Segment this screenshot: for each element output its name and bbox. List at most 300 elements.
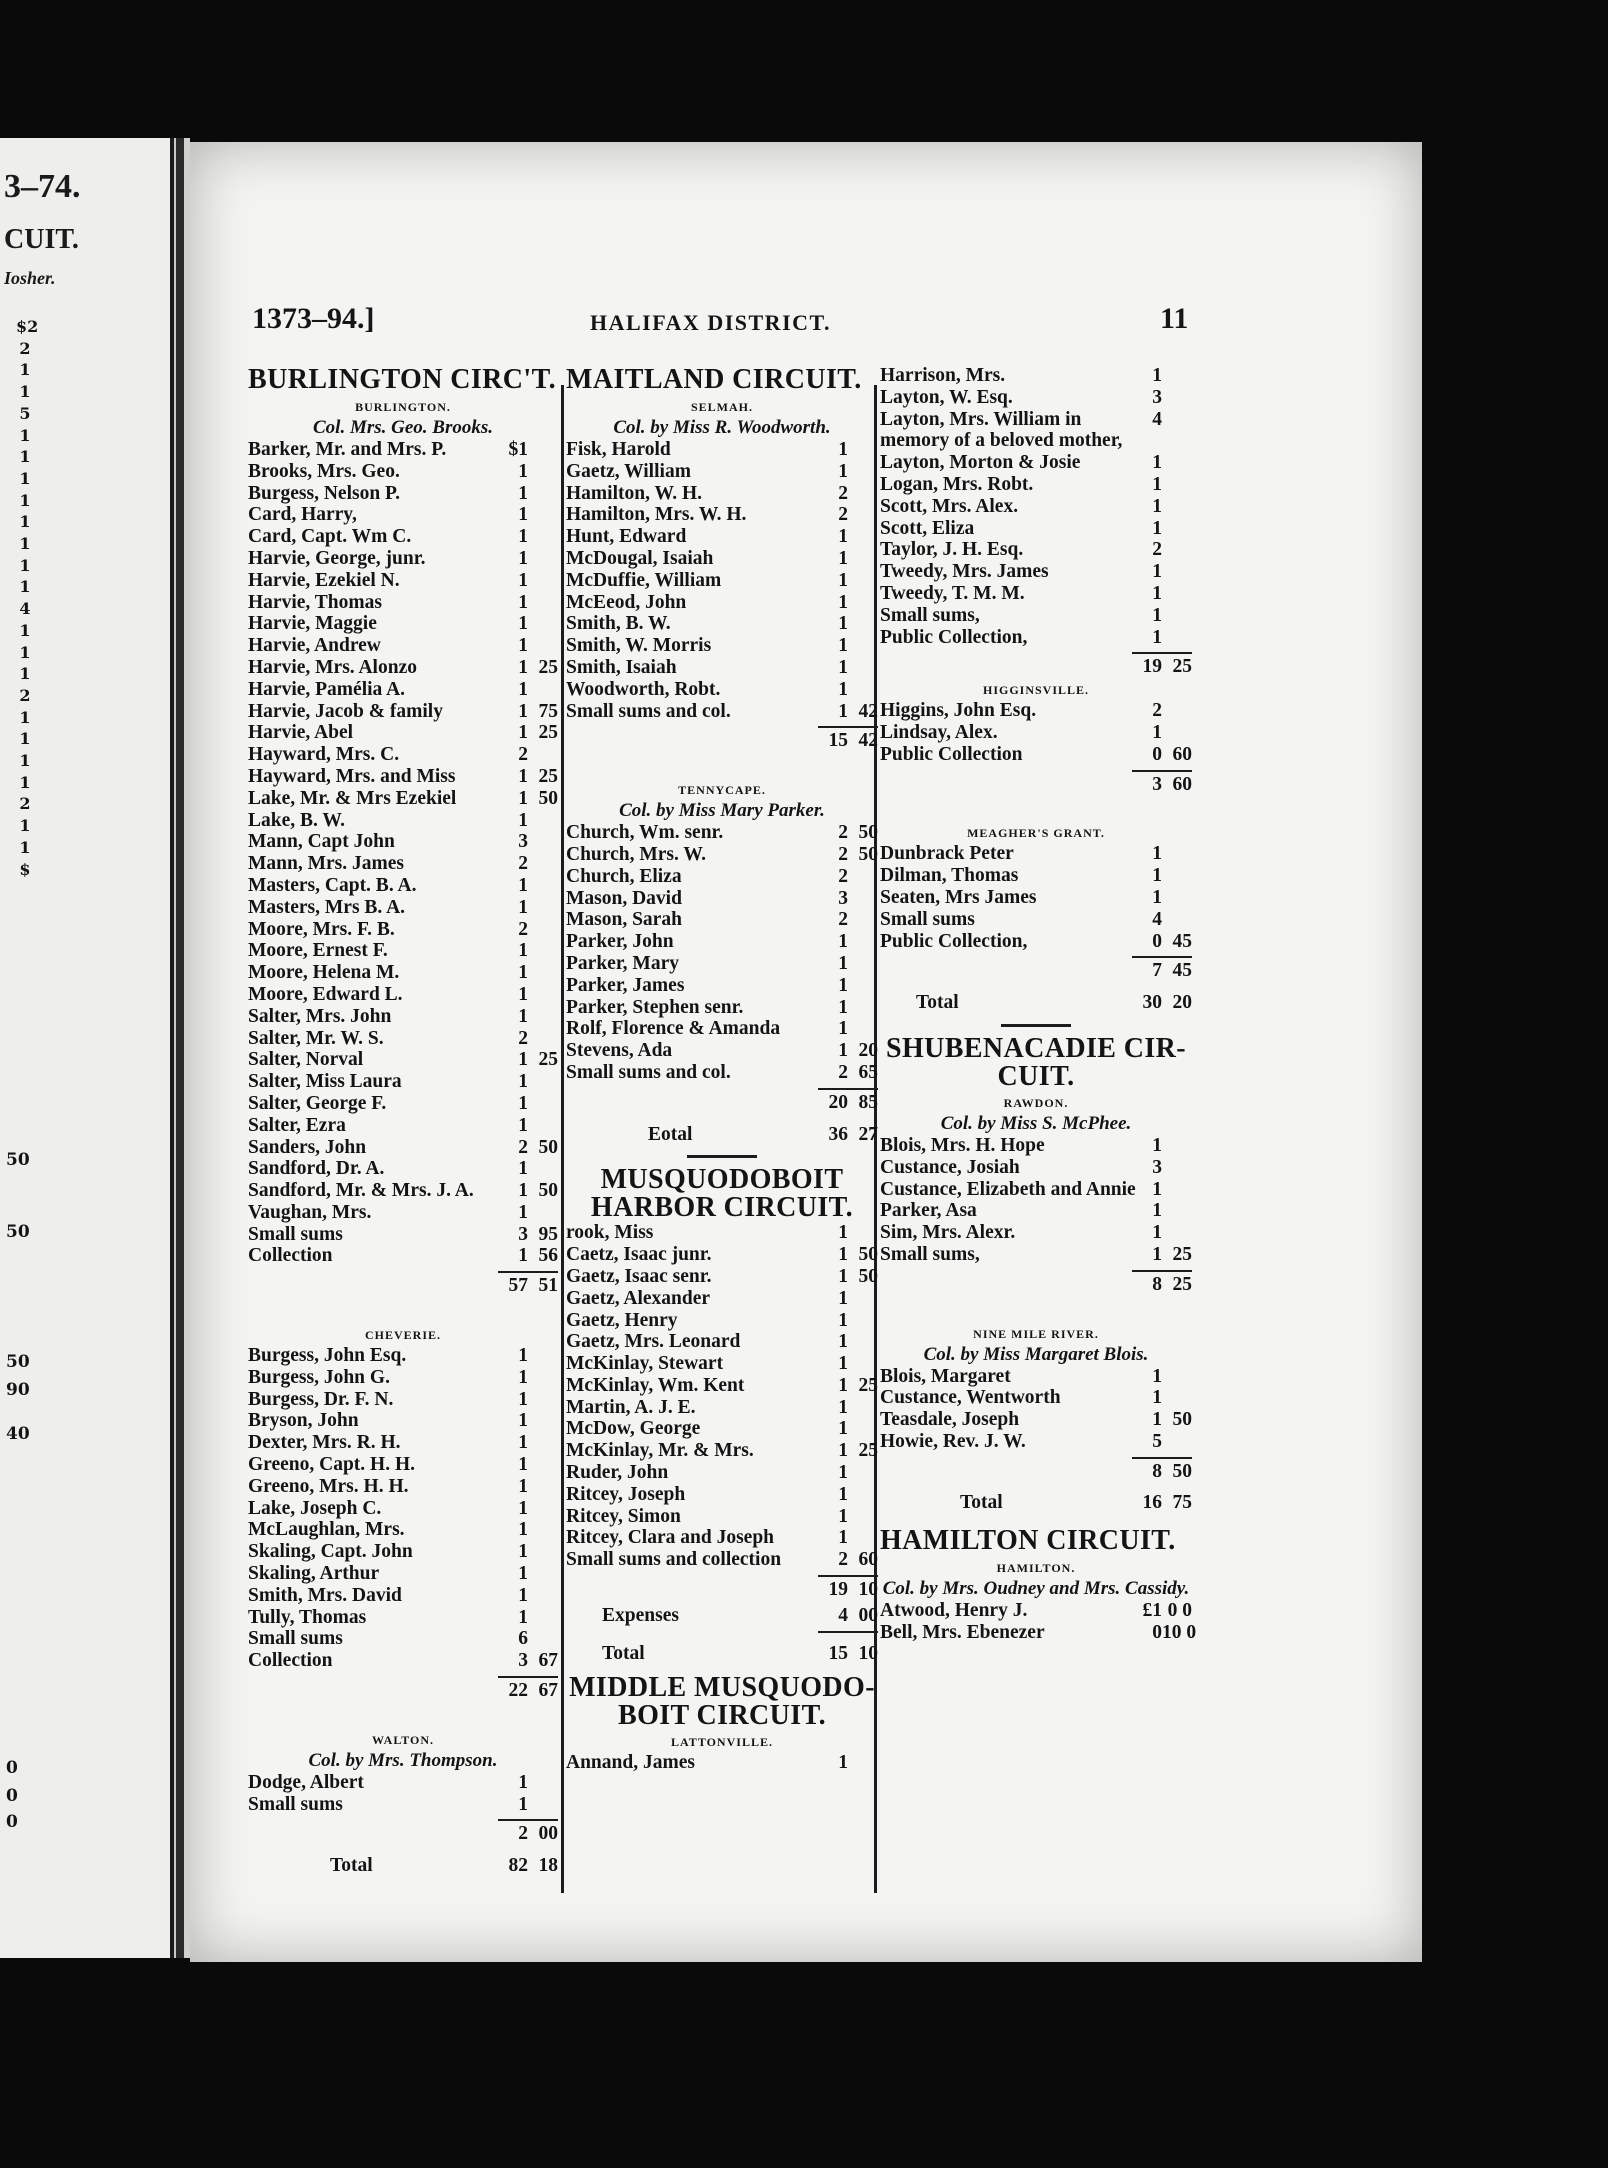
left-page-amount: $2 [16,317,39,336]
total-dollars: 15 [828,1642,848,1664]
entry-name: Parker, James [566,974,685,996]
entry-row [248,1519,558,1541]
entry-cents: 50 [538,1180,558,1202]
entry-row [248,526,558,548]
left-page-heading: 3–74. [4,168,81,205]
left-page-amounts [16,316,39,880]
entry-dollars: 1 [1152,582,1162,604]
entry-list [248,439,558,1267]
entry-dollars: 1 [838,526,848,548]
subtotal-spacer [248,1680,502,1702]
entry-name: Greeno, Capt. H. H. [248,1454,416,1476]
entry-row [566,1353,878,1375]
book-spine [170,138,190,1958]
collector-line: Col. by Mrs. Thompson. [308,1749,498,1771]
entry-dollars: $1 [508,439,528,460]
subtotal-row [880,1461,1192,1483]
entry-dollars: 1 [518,1519,528,1541]
entry-name: Parker, Stephen senr. [566,996,744,1018]
entry-dollars: 1 [518,1793,528,1815]
entry-name: Parker, Mary [566,952,679,974]
entry-row [566,657,878,679]
section-name: CHEVERIE. [364,1328,441,1343]
entry-name: Small sums [248,1793,343,1815]
left-page-amount: 1 [19,577,31,597]
entry-cents: 60 [858,1549,878,1571]
entry-cents: 10 0 [1162,1622,1197,1644]
entry-row [248,1202,558,1224]
entry-name: Salter, Mrs. John [248,1005,392,1027]
entry-cents [528,526,558,548]
circuit-sections [880,1093,1192,1483]
entry-dollars: 1 [1152,1365,1162,1387]
entry-name: Ruder, John [566,1462,669,1484]
entry-cents [528,1476,558,1498]
entry-row [566,461,878,483]
entry-list [566,439,878,722]
entry-dollars: 1 [838,1353,848,1375]
total-cents: 18 [538,1855,558,1877]
subtotal-spacer [248,1823,502,1845]
entry-name: Annand, James [566,1752,695,1774]
entry-dollars: 2 [838,909,848,931]
expenses-label: Expenses [602,1604,679,1626]
entry-cents: 65 [858,1061,878,1083]
district-title: HALIFAX DISTRICT. [590,310,832,335]
entry-dollars: 1 [1152,1178,1162,1200]
left-page-amount: 2 [19,685,31,705]
entry-cents [528,1563,558,1585]
entry-dollars: 1 [518,1771,528,1793]
entry-row [248,1224,558,1246]
subtotal-dollars: 22 [508,1680,528,1702]
total-dollars: 36 [828,1123,848,1145]
entry-cents [848,953,878,975]
entry-row [248,875,558,897]
entry-name: Public Collection, [880,930,1028,952]
entry-cents [848,679,878,701]
entry-row [880,1135,1192,1157]
entry-row [880,1622,1197,1644]
entry-cents [1162,627,1192,649]
entry-name: Teasdale, Joseph [880,1409,1020,1431]
section-name: NINE MILE RIVER. [973,1326,1099,1341]
sum-rule [1132,1270,1192,1272]
entry-name: Card, Harry, [248,504,357,526]
entry-cents [528,613,558,635]
entry-row [248,722,558,744]
entry-cents [528,1498,558,1520]
sum-rule [498,1819,558,1821]
entry-dollars: 1 [1152,1200,1162,1222]
entry-dollars: 2 [518,1136,528,1158]
entry-cents [528,1071,558,1093]
column-maitland [566,365,878,1774]
entry-cents: 0 0 [1167,1600,1192,1622]
entry-name: Lake, Mr. & Mrs Ezekiel [248,787,457,809]
entry-name: Collection [248,1245,333,1267]
entry-row [248,962,558,984]
entry-row [248,1367,558,1389]
column-rule [561,385,564,1893]
subtotal-dollars: 2 [518,1823,528,1845]
subtotal-cents: 25 [1172,656,1192,678]
entry-cents [528,1519,558,1541]
entry-dollars: 1 [838,656,848,678]
entry-dollars: 1 [518,526,528,548]
entry-row [880,539,1192,561]
left-page-amount: 1 [19,468,31,488]
entry-cents [848,570,878,592]
page-number: 11 [1160,302,1189,335]
entry-name: Taylor, J. H. Esq. [880,539,1024,561]
left-page-amount: 40 [6,1424,30,1444]
entry-cents: 25 [858,1440,878,1462]
entry-dollars: 3 [1152,386,1162,408]
entry-dollars: 1 [838,700,848,722]
circuit-title-line: MUSQUODOBOIT [600,1164,844,1196]
expenses-cents: 00 [858,1604,878,1626]
entry-name: Tweedy, Mrs. James [880,561,1049,583]
entry-cents [1162,365,1192,387]
entry-cents [1162,909,1192,931]
entry-name: Harvie, George, junr. [248,547,426,569]
sum-rule [818,1088,878,1090]
entry-cents [848,1418,878,1440]
entry-name: Rolf, Florence & Amanda [566,1018,781,1040]
entry-name: Small sums [880,908,975,930]
entry-name: Smith, W. Morris [566,635,712,657]
entry-cents [528,1115,558,1137]
entry-cents [1162,409,1192,453]
entry-dollars: 0 [1152,1622,1162,1644]
entry-dollars: 1 [1152,1222,1162,1244]
entry-dollars: 1 [518,1180,528,1202]
total-cents: 10 [858,1642,878,1664]
total-cents: 27 [858,1123,878,1145]
entry-row [566,1310,878,1332]
entry-name: Layton, Mrs. William in memory of a beloved mother, [880,408,1123,452]
entry-dollars: 1 [1152,473,1162,495]
entry-cents [528,984,558,1006]
entry-row [880,931,1192,953]
entry-row [248,679,558,701]
collector-line: Col. by Miss S. McPhee. [940,1112,1132,1134]
entry-name: Church, Mrs. W. [566,843,706,865]
entry-dollars: 1 [838,1418,848,1440]
sum-rule [498,1676,558,1678]
subtotal-dollars: 3 [1152,773,1162,795]
entry-dollars: 4 [1152,908,1162,930]
entry-row [566,635,878,657]
entry-row [566,975,878,997]
left-page-amount: 1 [19,837,31,857]
subtotal-dollars: 19 [828,1579,848,1601]
entry-name: Woodworth, Robt. [566,678,721,700]
entry-row [566,439,878,461]
subtotal-row [566,730,878,752]
entry-name: Vaughan, Mrs. [248,1201,372,1223]
entry-name: Salter, Miss Laura [248,1071,402,1093]
entry-cents [1162,887,1192,909]
entry-row [566,1244,878,1266]
entry-dollars: 1 [838,1374,848,1396]
entry-name: Logan, Mrs. Robt. [880,473,1034,495]
entry-cents [848,592,878,614]
entry-name: Burgess, John G. [248,1366,390,1388]
entry-cents [528,1541,558,1563]
subtotal-row [880,960,1192,982]
entry-dollars: 1 [838,931,848,953]
entry-dollars: 1 [1152,365,1162,386]
entry-cents [848,1506,878,1528]
entry-row [248,940,558,962]
entry-dollars: 1 [1152,1243,1162,1265]
entry-dollars: 1 [1152,1387,1162,1409]
entry-cents [528,548,558,570]
entry-list [566,822,878,1084]
entry-row [248,635,558,657]
entry-name: Public Collection, [880,626,1028,648]
entry-name: Dunbrack Peter [880,843,1014,865]
entry-name: Ritcey, Clara and Joseph [566,1527,775,1549]
entry-name: Church, Wm. senr. [566,822,724,844]
entry-row [880,583,1192,605]
entry-cents [1162,387,1192,409]
subtotal-dollars: 19 [1142,656,1162,678]
entry-row [566,504,878,526]
entry-row [248,810,558,832]
entry-dollars: 2 [1152,539,1162,561]
entry-dollars: 3 [518,1223,528,1245]
subtotal-dollars: 7 [1152,960,1162,982]
entry-row [248,1563,558,1585]
entry-row [248,919,558,941]
total-row [248,1855,558,1877]
entry-cents [848,1310,878,1332]
entry-row [248,853,558,875]
entry-dollars: 1 [838,1505,848,1527]
total-label: Total [602,1642,645,1664]
section-divider [687,1155,757,1158]
entry-cents: 25 [538,656,558,678]
entry-row [248,548,558,570]
entry-name: Custance, Josiah [880,1156,1020,1178]
entry-row [248,1006,558,1028]
entry-row [248,984,558,1006]
entry-cents [528,679,558,701]
entry-dollars: 1 [518,787,528,809]
entry-cents [1162,1179,1192,1201]
entry-dollars: 1 [838,1265,848,1287]
entry-cents [848,1018,878,1040]
entry-dollars: 3 [518,1650,528,1672]
section-gap [248,1702,558,1728]
entry-name: Small sums [248,1628,343,1650]
entry-cents [848,931,878,953]
left-page-amount: 1 [19,382,31,402]
entry-dollars: 1 [518,1049,528,1071]
entry-name: Harvie, Ezekiel N. [248,569,400,591]
entry-cents: 45 [1172,930,1192,952]
entry-cents [1162,1431,1192,1453]
entry-cents [1162,843,1192,865]
subtotal-dollars: 20 [828,1091,848,1113]
entry-row [566,526,878,548]
entry-dollars: 1 [1152,495,1162,517]
entry-dollars: 1 [518,1388,528,1410]
subtotal-cents: 10 [858,1579,878,1601]
entry-dollars: 2 [518,1027,528,1049]
entry-cents [1162,452,1192,474]
entry-name: Parker, Asa [880,1200,977,1222]
entry-row [880,744,1192,766]
entry-dollars: 1 [518,635,528,657]
entry-row [880,627,1192,649]
entry-dollars: 1 [838,1244,848,1266]
entry-dollars: 1 [518,940,528,962]
entry-dollars: 1 [518,962,528,984]
entry-row [248,1071,558,1093]
left-page-amount: 1 [19,751,31,771]
section-gap [248,1297,558,1323]
entry-dollars: 2 [518,744,528,766]
entry-name: Public Collection [880,743,1023,765]
total-row [880,1492,1192,1514]
entry-name: McKinlay, Stewart [566,1353,724,1375]
entry-dollars: 1 [518,656,528,678]
entry-name: Church, Eliza [566,865,682,887]
entry-cents [528,744,558,766]
entry-row [566,1222,878,1244]
entry-row [880,605,1192,627]
section-name: HAMILTON. [996,1561,1076,1576]
subtotal-dollars: 8 [1152,1460,1162,1482]
entry-dollars: 1 [518,678,528,700]
entry-row [566,888,878,910]
entry-name: Moore, Mrs. F. B. [248,918,395,940]
total-label: Total [330,1855,373,1877]
entry-dollars: 2 [838,504,848,526]
entry-cents [1162,583,1192,605]
entry-cents: 50 [1172,1409,1192,1431]
entry-cents [848,1752,878,1774]
entry-cents [528,1202,558,1224]
entry-cents [1162,1157,1192,1179]
expenses-row [566,1605,878,1627]
circuit-title: SHUBENACADIE CIR-CUIT. [885,1032,1187,1092]
entry-row [880,722,1192,744]
entry-name: Howie, Rev. J. W. [880,1430,1026,1452]
left-page-amount: 50 [6,1150,30,1170]
entry-name: Hamilton, W. H. [566,482,702,504]
entry-cents: 25 [538,1049,558,1071]
entry-cents [848,909,878,931]
entry-row [566,483,878,505]
entry-row [566,953,878,975]
entry-cents [848,1222,878,1244]
collector-line: Col. by Miss Mary Parker. [619,800,825,822]
circuit-sections [248,397,558,1845]
entry-name: Lindsay, Alex. [880,721,998,743]
entry-cents: 50 [858,1265,878,1287]
left-page-amount: 1 [19,664,31,684]
entry-dollars: 1 [1152,865,1162,887]
entry-cents [848,526,878,548]
entry-name: Card, Capt. Wm C. [248,526,412,548]
entry-name: McDuffie, William [566,569,722,591]
section-divider [1001,1024,1071,1027]
entry-name: Atwood, Henry J. [880,1600,1028,1622]
entry-dollars: 1 [1152,626,1162,648]
entry-cents [528,1345,558,1367]
entry-name: Scott, Mrs. Alex. [880,495,1019,517]
entry-cents [528,1158,558,1180]
entry-row [566,592,878,614]
entry-dollars: 1 [838,1309,848,1331]
subtotal-row [248,1823,558,1845]
entry-cents [848,975,878,997]
entry-row [566,1266,878,1288]
left-page-amount: 1 [19,642,31,662]
entry-dollars: 2 [838,843,848,865]
entry-dollars: 1 [838,1040,848,1062]
entry-cents [848,888,878,910]
entry-list [880,700,1192,765]
entry-row [566,1752,878,1774]
entry-row [248,1245,558,1267]
entry-row [880,1200,1192,1222]
entry-cents [528,1093,558,1115]
sum-rule [818,726,878,728]
entry-dollars: 1 [838,1752,848,1774]
entry-dollars: 1 [838,1222,848,1244]
left-page-amount: 50 [6,1222,30,1242]
total-label: Eotal [648,1123,693,1145]
entry-name: Stevens, Ada [566,1040,673,1062]
entry-dollars: 1 [1152,452,1162,474]
entry-cents [848,504,878,526]
entry-name: Parker, John [566,931,674,953]
entry-dollars: 1 [518,569,528,591]
entry-dollars: 1 [518,1563,528,1585]
total-row [880,992,1192,1014]
entry-name: Martin, A. J. E. [566,1396,696,1418]
entry-cents [848,1527,878,1549]
entry-cents [848,548,878,570]
entry-list [248,1345,558,1672]
left-page-amount: 1 [19,512,31,532]
entry-list [880,365,1192,648]
circuit-title: BURLINGTON CIRC'T. [248,364,556,395]
entry-row [248,1432,558,1454]
left-page-amount: 2 [19,338,31,358]
entry-row [880,887,1192,909]
entry-row [880,496,1192,518]
entry-row [248,1345,558,1367]
entry-cents [528,504,558,526]
entry-row [566,1040,878,1062]
entry-row [248,592,558,614]
entry-name: Custance, Elizabeth and Annie [880,1178,1136,1200]
entry-cents [1162,474,1192,496]
entry-dollars: 3 [518,831,528,853]
entry-dollars: 1 [838,1287,848,1309]
subtotal-dollars: 15 [828,730,848,752]
entry-row [248,570,558,592]
subtotal-spacer [880,774,1136,796]
left-page-amount: 1 [19,620,31,640]
